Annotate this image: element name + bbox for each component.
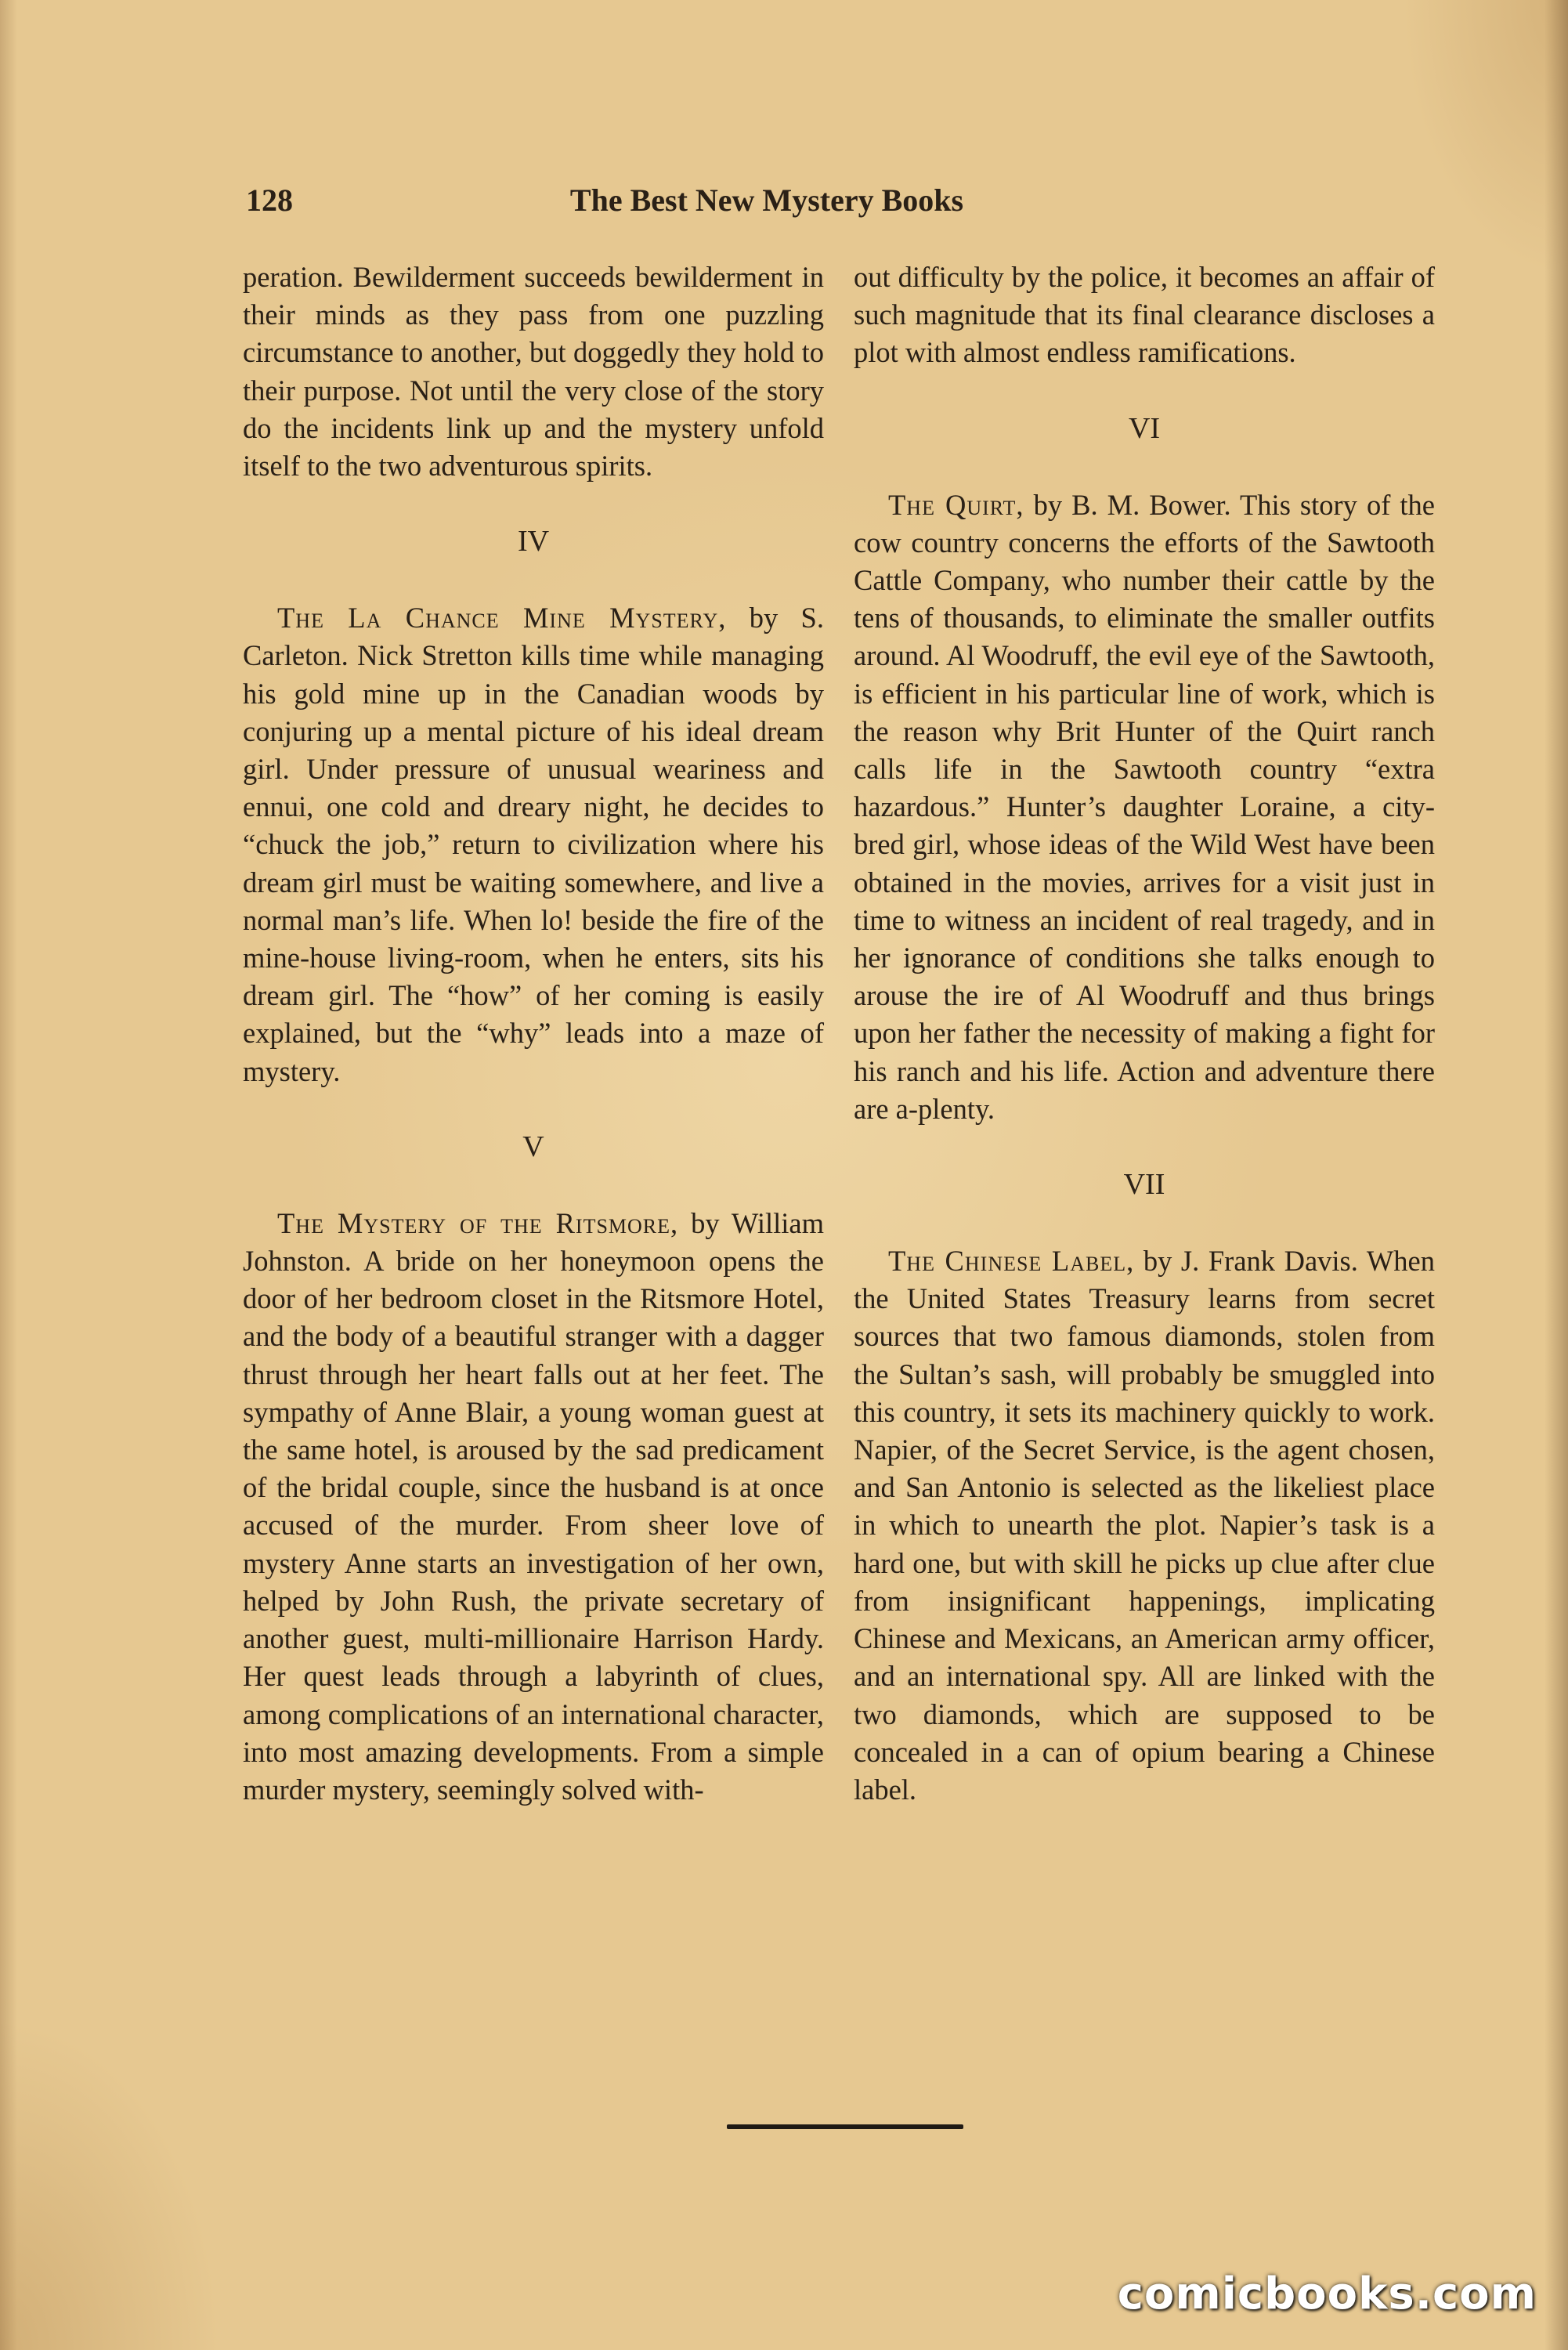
book-entry-ritsmore xyxy=(243,1205,824,1809)
site-watermark: comicbooks.com xyxy=(1117,2269,1537,2319)
running-header xyxy=(246,182,1436,229)
section-number-vii: VII xyxy=(1123,1168,1165,1202)
book-entry-chinese-label xyxy=(854,1242,1435,1809)
left-column xyxy=(243,258,824,1809)
right-column xyxy=(854,258,1435,1809)
book-description: by J. Frank Davis. When the United States Treasury learns from secret sources that two famous diamonds, stolen from the Sultan’s sash, will probably be smuggled into this country, it sets its machinery quickly to work. Napier, of the Secret Service, is the agent chosen, and San Antonio is selected as the likeliest place in which to unearth the plot. Napier’s task is a hard one, but with skill he picks up clue after clue from insignificant happenings, implicating Chinese and Mexicans, an American army officer, and an international spy. All are linked with the two diamonds, which are supposed to be concealed in a can of opium bearing a Chinese label. xyxy=(854,1245,1435,1806)
section-number-vi: VI xyxy=(1128,411,1161,445)
continued-paragraph: out difficulty by the police, it becomes an affair of such magnitude that its final clearance discloses a plot with almost endless ramifications. xyxy=(854,261,1435,369)
page-number: 128 xyxy=(246,183,293,218)
book-title: The Chinese Label, xyxy=(888,1245,1135,1278)
book-title: The Quirt, xyxy=(888,488,1024,521)
end-rule xyxy=(727,2124,963,2129)
book-entry-quirt xyxy=(854,486,1435,1128)
continued-paragraph: peration. Bewilderment succeeds bewilderment in their minds as they pass from one puzzling circumstance to another, but doggedly they hold to their purpose. Not until the very close of the story do the incidents link up and the mystery unfold itself to the two adventurous spirits. xyxy=(243,261,824,483)
book-description: by S. Carleton. Nick Stretton kills time while managing his gold mine up in the Canadian woods by conjuring up a mental picture of his ideal dream girl. Under pressure of unusual weariness and ennui, one cold and dreary night, he decides to “chuck the job,” return to civilization where his dream girl must be waiting somewhere, and live a normal man’s life. When lo! beside the fire of the mine-house living-room, when he enters, sits his dream girl. The “how” of her coming is easily explained, but the “why” leads into a maze of mystery. xyxy=(243,602,824,1087)
page-edge-shadow-right xyxy=(1545,0,1568,2350)
book-title: The La Chance Mine Mystery, xyxy=(277,602,727,634)
section-number-v: V xyxy=(522,1130,544,1163)
book-entry-la-chance xyxy=(243,599,824,1090)
page-edge-shadow-left xyxy=(0,0,17,2350)
section-number-iv: IV xyxy=(517,525,550,559)
book-title: The Mystery of the Ritsmore, xyxy=(277,1206,679,1239)
book-description: by William Johnston. A bride on her honeymoon opens the door of her bedroom closet in the Ritsmore Hotel, and the body of a beautiful stranger with a dagger thrust through her heart falls out at her feet. The sympathy of Anne Blair, a young woman guest at the same hotel, is aroused by the sad predicament of the bridal couple, since the husband is at once accused of the murder. From sheer love of mystery Anne starts an investigation of her own, helped by John Rush, the private secretary of another guest, multi-millionaire Harrison Hardy. Her quest leads through a labyrinth of clues, among complications of an international character, into most amazing developments. From a simple murder mystery, seemingly solved with- xyxy=(243,1206,824,1806)
book-description: by B. M. Bower. This story of the cow country concerns the efforts of the Sawtooth Cattle Company, who number their cattle by the tens of thousands, to eliminate the smaller outfits around. Al Woodruff, the evil eye of the Sawtooth, is efficient in his particular line of work, which is the reason why Brit Hunter of the Quirt ranch calls life in the Sawtooth country “extra hazardous.” Hunter’s daughter Loraine, a city-bred girl, whose ideas of the Wild West have been obtained in the movies, arrives for a visit just in time to witness an incident of real tragedy, and in her ignorance of conditions she talks enough to arouse the ire of Al Woodruff and thus brings upon her father the necessity of making a fight for his ranch and his life. Action and adventure there are a-plenty. xyxy=(854,488,1435,1125)
running-title: The Best New Mystery Books xyxy=(569,183,964,218)
